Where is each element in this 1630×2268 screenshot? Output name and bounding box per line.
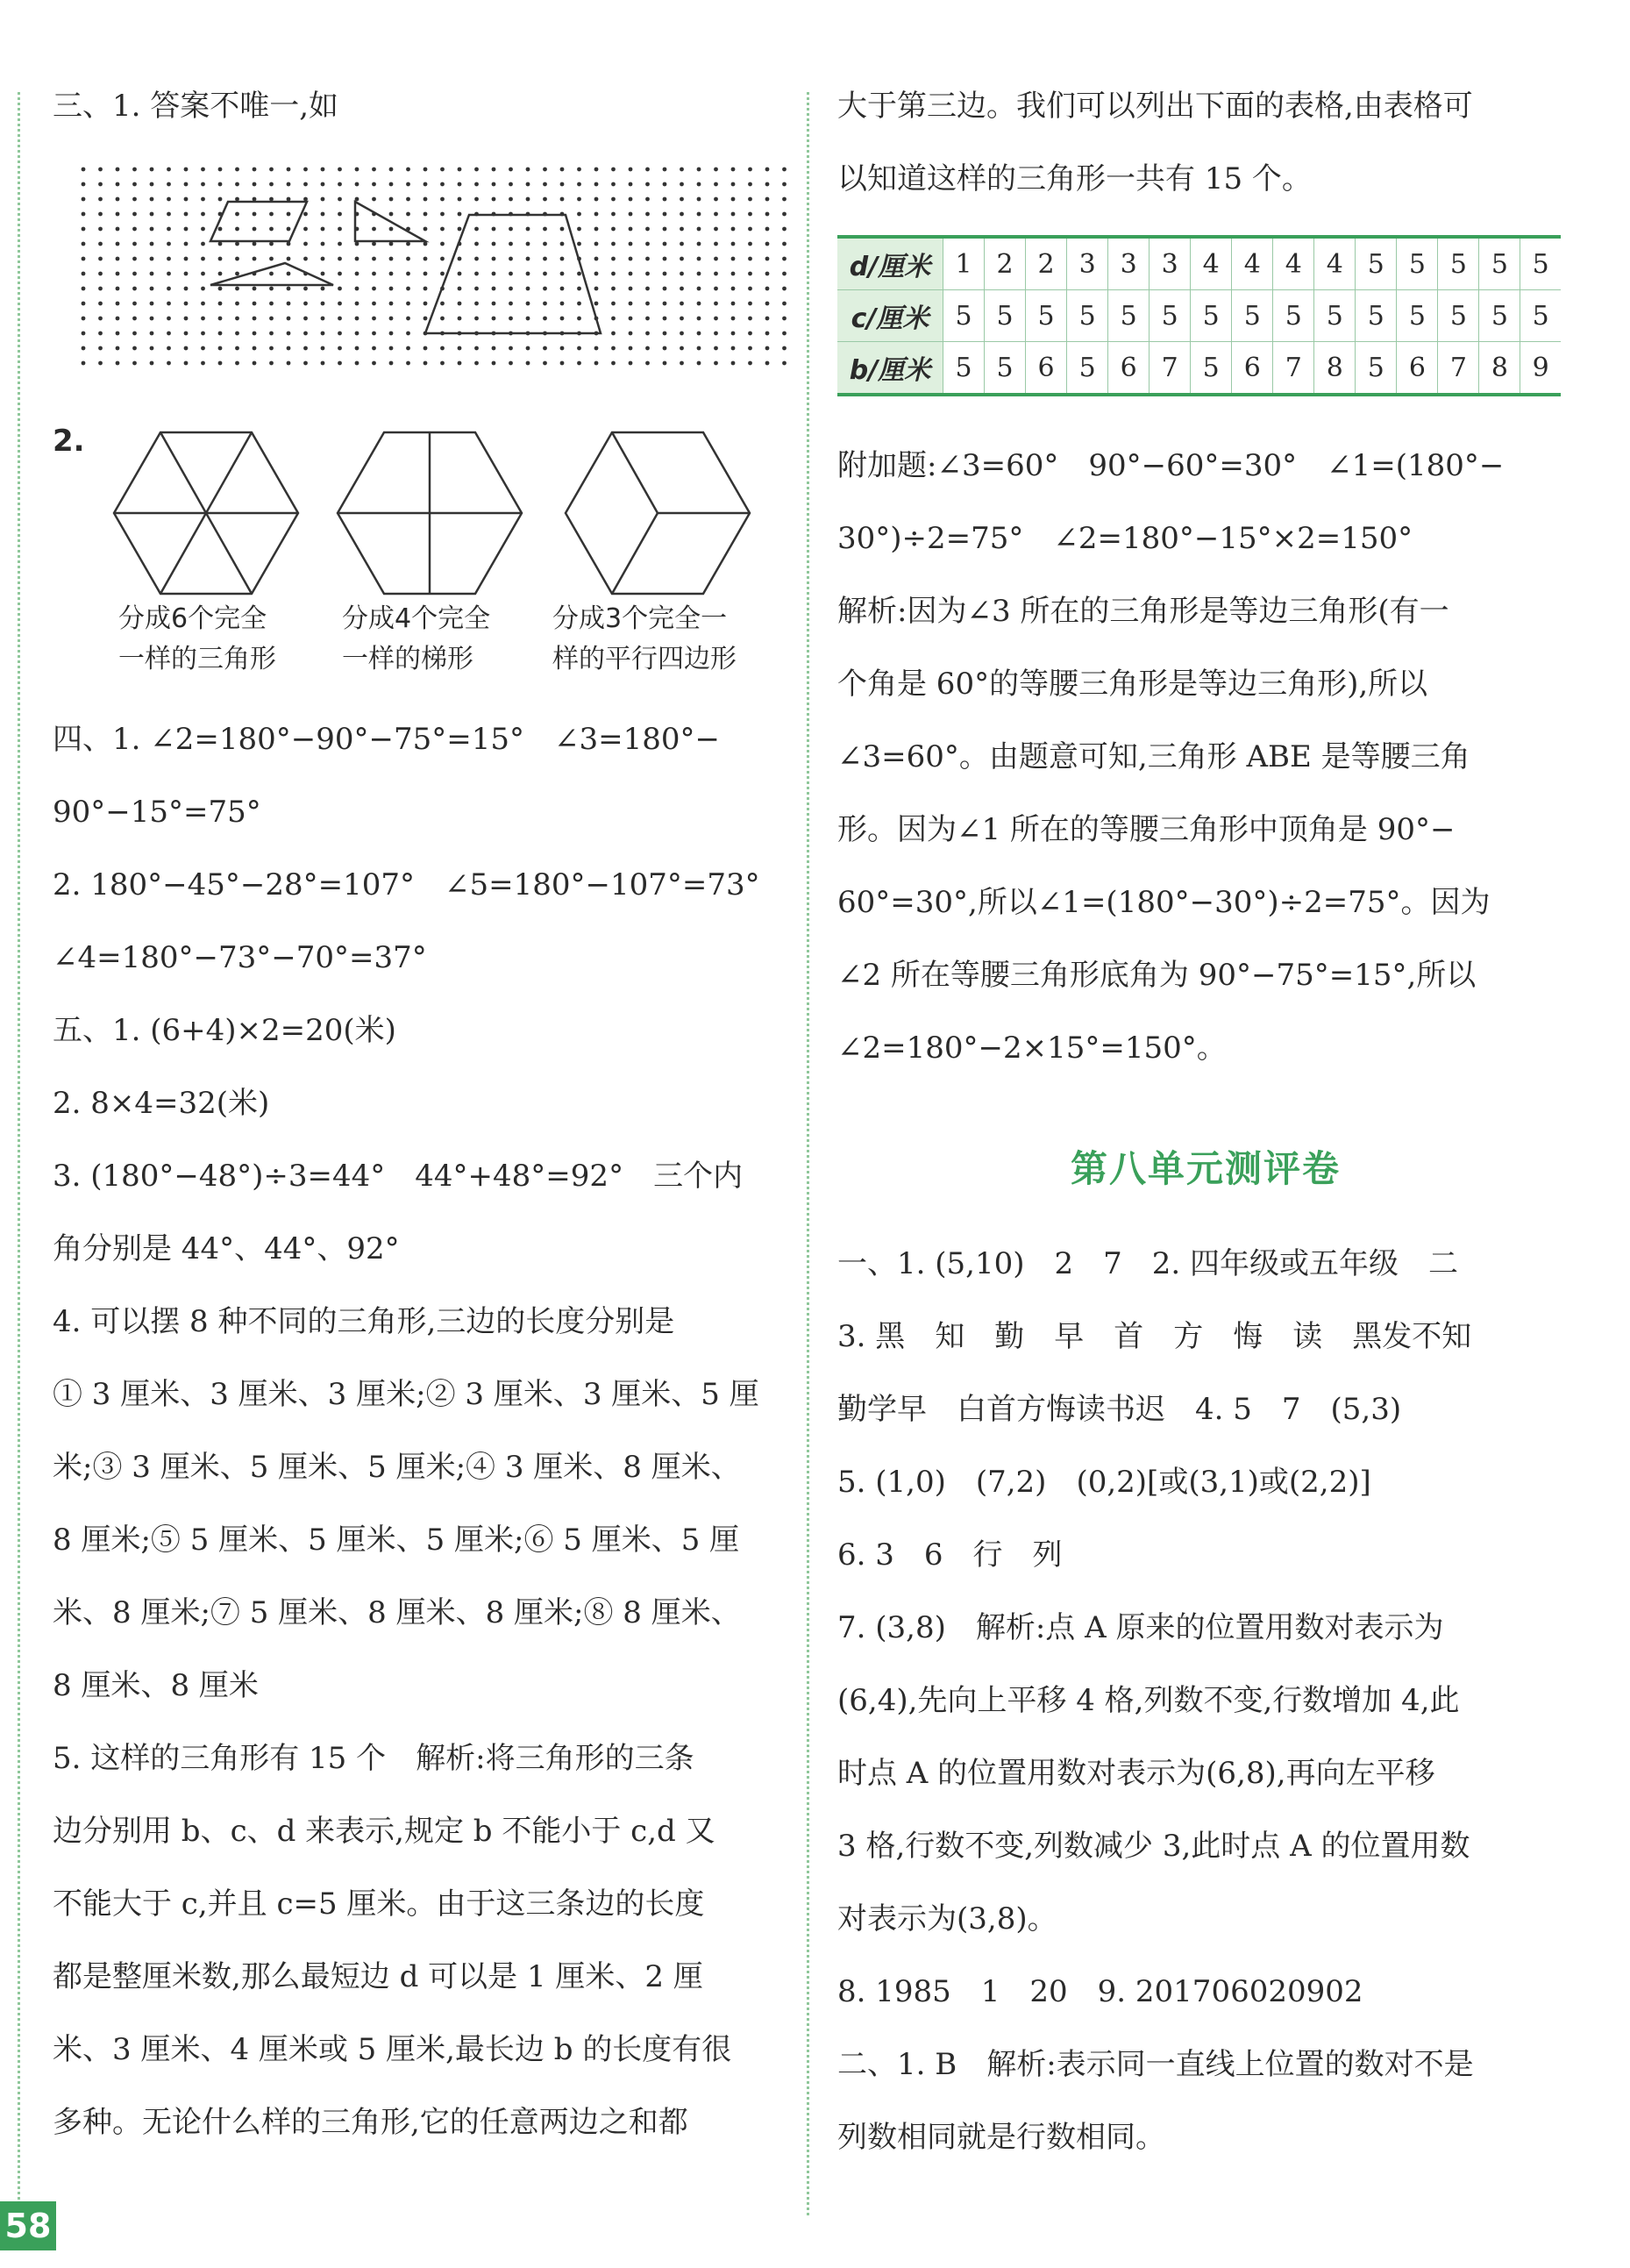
table-cell: 8 — [1314, 342, 1356, 396]
line: 90°−15°=75° — [53, 795, 261, 830]
table-cell: 7 — [1438, 342, 1479, 396]
line: 个角是 60°的等腰三角形是等边三角形),所以 — [837, 667, 1428, 702]
line: 都是整厘米数,那么最短边 d 可以是 1 厘米、2 厘 — [53, 1959, 703, 1994]
line: 60°=30°,所以∠1=(180°−30°)÷2=75°。因为 — [837, 885, 1491, 920]
line: 勤学早 白首方悔读书迟 4. 5 7 (5,3) — [837, 1392, 1402, 1427]
table-cell: 5 — [1438, 237, 1479, 290]
line: (6,4),先向上平移 4 格,列数不变,行数增加 4,此 — [837, 1683, 1460, 1718]
table-cell: 5 — [1191, 342, 1232, 396]
table-cell: 5 — [1438, 290, 1479, 342]
table-cell: 8 — [1479, 342, 1520, 396]
table-cell: 5 — [1232, 290, 1273, 342]
table-cell: 5 — [1108, 290, 1150, 342]
line: ∠3=60°。由题意可知,三角形 ABE 是等腰三角 — [837, 739, 1470, 774]
column-divider — [807, 92, 809, 2215]
line: 五、1. (6+4)×2=20(米) — [53, 1013, 396, 1048]
line: 大于第三边。我们可以列出下面的表格,由表格可 — [837, 89, 1473, 124]
line: 二、1. B 解析:表示同一直线上位置的数对不是 — [837, 2047, 1474, 2082]
right-triangle-shape — [355, 202, 425, 241]
line: 3. (180°−48°)÷3=44° 44°+48°=92° 三个内 — [53, 1159, 744, 1194]
line: ∠2=180°−2×15°=150°。 — [837, 1031, 1227, 1066]
line: 四、1. ∠2=180°−90°−75°=15° ∠3=180°− — [53, 722, 720, 757]
row-header: d/厘米 — [837, 237, 943, 290]
table-cell: 4 — [1273, 237, 1314, 290]
row-header: c/厘米 — [837, 290, 943, 342]
line: 对表示为(3,8)。 — [837, 1901, 1057, 1936]
hex-caption-2-line1: 分成4个完全 — [342, 603, 491, 634]
q2-label: 2. — [53, 424, 85, 459]
table-cell: 6 — [1108, 342, 1150, 396]
table-cell: 5 — [1314, 290, 1356, 342]
hexagon-six-triangles — [114, 432, 298, 594]
table-row — [837, 342, 1561, 396]
table-cell: 5 — [1067, 342, 1108, 396]
triangle-sides-table — [837, 235, 1561, 396]
line: 角分别是 44°、44°、92° — [53, 1231, 400, 1266]
table-cell: 1 — [943, 237, 985, 290]
line: 3. 黑 知 勤 早 首 方 悔 读 黑发不知 — [837, 1319, 1472, 1354]
table-cell: 2 — [1026, 237, 1067, 290]
table-row — [837, 290, 1561, 342]
hexagon-four-trapezoids — [338, 432, 522, 594]
hex-caption-1-line2: 一样的三角形 — [118, 644, 276, 674]
table-cell: 6 — [1397, 342, 1438, 396]
table-cell: 5 — [1067, 290, 1108, 342]
section-title: 第八单元测评卷 — [1070, 1147, 1341, 1190]
line: 以知道这样的三角形一共有 15 个。 — [837, 161, 1312, 196]
page-number: 58 — [0, 2201, 56, 2250]
line: 米;③ 3 厘米、5 厘米、5 厘米;④ 3 厘米、8 厘米、 — [53, 1450, 741, 1485]
table-cell: 5 — [1397, 290, 1438, 342]
table-cell: 5 — [1150, 290, 1191, 342]
table-cell: 5 — [943, 290, 985, 342]
hex-caption-2-line2: 一样的梯形 — [342, 644, 473, 674]
hex-caption-3-line1: 分成3个完全一 — [552, 603, 728, 634]
line: 边分别用 b、c、d 来表示,规定 b 不能小于 c,d 又 — [53, 1814, 715, 1849]
hex-caption-3-line2: 样的平行四边形 — [552, 644, 737, 674]
line: 2. 8×4=32(米) — [53, 1086, 270, 1121]
line: 4. 可以摆 8 种不同的三角形,三边的长度分别是 — [53, 1304, 675, 1339]
table-cell: 5 — [1026, 290, 1067, 342]
line: 8. 1985 1 20 9. 201706020902 — [837, 1974, 1363, 2009]
table-cell: 5 — [1356, 237, 1397, 290]
dot-grid-figure — [53, 162, 772, 373]
hex-caption-1-line1: 分成6个完全 — [118, 603, 267, 634]
column-divider — [18, 92, 20, 2215]
line: 2. 180°−45°−28°=107° ∠5=180°−107°=73° — [53, 867, 760, 902]
table-cell: 3 — [1108, 237, 1150, 290]
line: 解析:因为∠3 所在的三角形是等边三角形(有一 — [837, 594, 1449, 629]
table-cell: 5 — [1520, 290, 1561, 342]
line: 3 格,行数不变,列数减少 3,此时点 A 的位置用数 — [837, 1829, 1470, 1864]
table-cell: 4 — [1191, 237, 1232, 290]
row-header: b/厘米 — [837, 342, 943, 396]
line: 时点 A 的位置用数对表示为(6,8),再向左平移 — [837, 1756, 1435, 1791]
table-cell: 5 — [1479, 237, 1520, 290]
table-cell: 5 — [1356, 290, 1397, 342]
line: 附加题:∠3=60° 90°−60°=30° ∠1=(180°− — [837, 448, 1505, 483]
trapezoid-shape — [425, 215, 601, 333]
table-cell: 6 — [1232, 342, 1273, 396]
table-cell: 5 — [1356, 342, 1397, 396]
hexagon-three-parallelograms — [566, 432, 750, 594]
line: 7. (3,8) 解析:点 A 原来的位置用数对表示为 — [837, 1610, 1444, 1645]
table-cell: 5 — [1191, 290, 1232, 342]
table-cell: 2 — [985, 237, 1026, 290]
grid-dots — [82, 168, 787, 366]
table-cell: 5 — [1520, 237, 1561, 290]
line: ∠4=180°−73°−70°=37° — [53, 940, 427, 975]
line: 形。因为∠1 所在的等腰三角形中顶角是 90°− — [837, 812, 1456, 847]
table-cell: 5 — [985, 290, 1026, 342]
table-cell: 5 — [1273, 290, 1314, 342]
table-cell: 3 — [1150, 237, 1191, 290]
hexagon-figures — [114, 421, 780, 614]
table-cell: 4 — [1232, 237, 1273, 290]
table-cell: 5 — [1397, 237, 1438, 290]
line: 米、8 厘米;⑦ 5 厘米、8 厘米、8 厘米;⑧ 8 厘米、 — [53, 1595, 741, 1630]
line: 5. 这样的三角形有 15 个 解析:将三角形的三条 — [53, 1741, 694, 1776]
table-cell: 5 — [985, 342, 1026, 396]
table-cell: 3 — [1067, 237, 1108, 290]
line: 米、3 厘米、4 厘米或 5 厘米,最长边 b 的长度有很 — [53, 2032, 732, 2067]
table-cell: 9 — [1520, 342, 1561, 396]
table-cell: 5 — [943, 342, 985, 396]
line: 30°)÷2=75° ∠2=180°−15°×2=150° — [837, 521, 1413, 556]
table-cell: 5 — [1479, 290, 1520, 342]
table-row — [837, 237, 1561, 290]
line: 列数相同就是行数相同。 — [837, 2120, 1165, 2155]
line: 不能大于 c,并且 c=5 厘米。由于这三条边的长度 — [53, 1886, 705, 1922]
line: 一、1. (5,10) 2 7 2. 四年级或五年级 二 — [837, 1246, 1458, 1281]
line: 6. 3 6 行 列 — [837, 1537, 1063, 1573]
line: ∠2 所在等腰三角形底角为 90°−75°=15°,所以 — [837, 958, 1477, 993]
table-cell: 7 — [1273, 342, 1314, 396]
line: 8 厘米;⑤ 5 厘米、5 厘米、5 厘米;⑥ 5 厘米、5 厘 — [53, 1523, 740, 1558]
line: 5. (1,0) (7,2) (0,2)[或(3,1)或(2,2)] — [837, 1465, 1371, 1500]
table-cell: 6 — [1026, 342, 1067, 396]
parallelogram-shape — [210, 202, 307, 241]
line: 多种。无论什么样的三角形,它的任意两边之和都 — [53, 2105, 688, 2140]
line: ① 3 厘米、3 厘米、3 厘米;② 3 厘米、3 厘米、5 厘 — [53, 1377, 759, 1412]
table-cell: 4 — [1314, 237, 1356, 290]
line: 三、1. 答案不唯一,如 — [53, 89, 339, 124]
line: 8 厘米、8 厘米 — [53, 1668, 259, 1703]
table-cell: 7 — [1150, 342, 1191, 396]
